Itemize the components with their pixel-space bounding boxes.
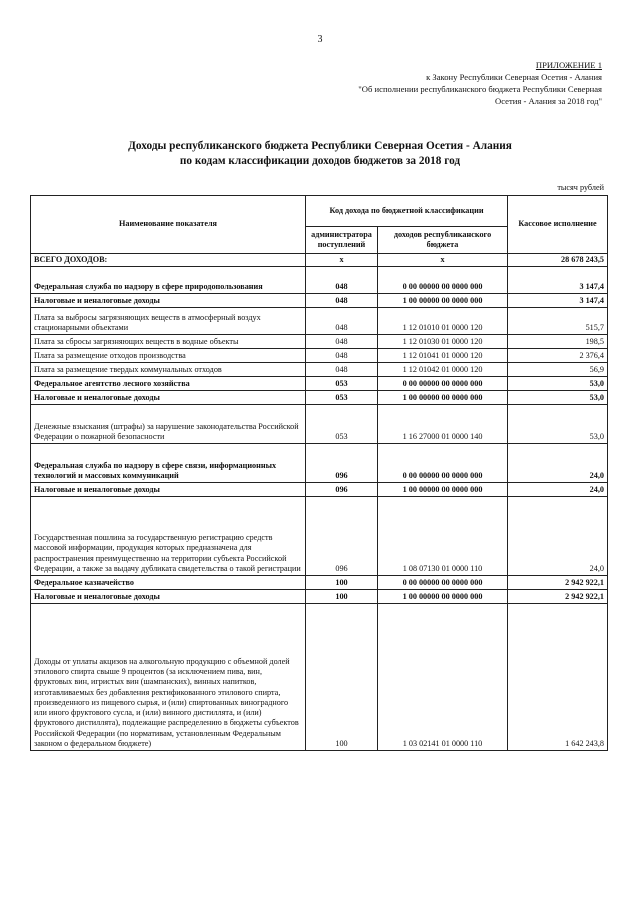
row-income-code: х — [378, 254, 508, 267]
row-income-code: 1 00 00000 00 0000 000 — [378, 391, 508, 405]
table-row — [31, 405, 608, 444]
row-income-code: 0 00 00000 00 0000 000 — [378, 444, 508, 483]
row-income-code: 1 12 01042 01 0000 120 — [378, 363, 508, 377]
row-name: Федеральное агентство лесного хозяйства — [31, 377, 306, 391]
row-income-code: 0 00 00000 00 0000 000 — [378, 267, 508, 294]
table-row — [31, 363, 608, 377]
row-amount: 24,0 — [508, 497, 608, 576]
title-line-2: по кодам классификации доходов бюджетов за 2018 год — [179, 155, 461, 167]
row-income-code: 1 16 27000 01 0000 140 — [378, 405, 508, 444]
row-income-code: 1 12 01010 01 0000 120 — [378, 308, 508, 335]
table-row — [31, 294, 608, 308]
row-income-code: 0 00 00000 00 0000 000 — [378, 377, 508, 391]
header-code-group: Код дохода по бюджетной классификации — [306, 196, 508, 227]
row-amount: 24,0 — [508, 444, 608, 483]
row-name: Плата за сбросы загрязняющих веществ в водные объекты — [31, 335, 306, 349]
row-name: Налоговые и неналоговые доходы — [31, 590, 306, 604]
row-income-code: 0 00 00000 00 0000 000 — [378, 576, 508, 590]
units-label: тысяч рублей — [557, 183, 604, 192]
table-row — [31, 590, 608, 604]
row-admin-code: 048 — [306, 267, 378, 294]
row-amount: 2 376,4 — [508, 349, 608, 363]
row-amount: 2 942 922,1 — [508, 576, 608, 590]
table-row — [31, 349, 608, 363]
row-admin-code: 100 — [306, 590, 378, 604]
row-admin-code: 048 — [306, 294, 378, 308]
row-amount: 1 642 243,8 — [508, 604, 608, 751]
table-row — [31, 308, 608, 335]
row-amount: 28 678 243,5 — [508, 254, 608, 267]
table-row — [31, 377, 608, 391]
row-income-code: 1 12 01030 01 0000 120 — [378, 335, 508, 349]
table-row — [31, 335, 608, 349]
row-name: Государственная пошлина за государственную регистрацию средств массовой информации, продукция которых предназначена для распространения преимущественно на территории субъекта Российской Федерации, а также за выдачу дубликата свидетельства о такой регистрации — [31, 497, 306, 576]
row-amount: 198,5 — [508, 335, 608, 349]
header-administrator: администратора поступлений — [306, 227, 378, 254]
row-admin-code: 100 — [306, 604, 378, 751]
row-income-code: 1 08 07130 01 0000 110 — [378, 497, 508, 576]
appendix-title: ПРИЛОЖЕНИЕ 1 — [535, 60, 602, 70]
title-line-1: Доходы республиканского бюджета Республики Северная Осетия - Алания — [128, 140, 512, 152]
row-name: Плата за выбросы загрязняющих веществ в атмосферный воздух стационарными объектами — [31, 308, 306, 335]
row-name: Плата за размещение твердых коммунальных отходов — [31, 363, 306, 377]
row-amount: 515,7 — [508, 308, 608, 335]
row-name: Налоговые и неналоговые доходы — [31, 294, 306, 308]
table-row — [31, 444, 608, 483]
row-name: ВСЕГО ДОХОДОВ: — [31, 254, 306, 267]
row-income-code: 1 12 01041 01 0000 120 — [378, 349, 508, 363]
row-income-code: 1 00 00000 00 0000 000 — [378, 483, 508, 497]
header-indicator-name: Наименование показателя — [31, 196, 306, 254]
row-income-code: 1 00 00000 00 0000 000 — [378, 590, 508, 604]
row-name: Доходы от уплаты акцизов на алкогольную продукцию с объемной долей этилового спирта свыше 9 процентов (за исключением пива, вин, фруктовых вин, игристых вин (шампанских), винных напитков, изготавливаемых без добавления ректификованного этилового спирта, произведенного из пищевого сырья, и (или) спиртованных виноградного или иного фруктового сусла, и (или) винного дистиллята, и (или) фруктового дистиллята), подлежащие распределению в бюджеты субъектов Российской Федерации (по нормативам, установленным Федеральным законом о федеральном бюджете) — [31, 604, 306, 751]
appendix-header — [302, 59, 602, 107]
table-row — [31, 497, 608, 576]
row-admin-code: 096 — [306, 483, 378, 497]
row-amount: 3 147,4 — [508, 294, 608, 308]
row-name: Налоговые и неналоговые доходы — [31, 391, 306, 405]
row-income-code: 1 03 02141 01 0000 110 — [378, 604, 508, 751]
row-admin-code: 048 — [306, 363, 378, 377]
appendix-line-1: к Закону Республики Северная Осетия - Алания — [426, 72, 602, 82]
row-amount: 2 942 922,1 — [508, 590, 608, 604]
row-admin-code: 096 — [306, 444, 378, 483]
row-admin-code: 053 — [306, 377, 378, 391]
row-name: Федеральная служба по надзору в сфере природопользования — [31, 267, 306, 294]
row-admin-code: х — [306, 254, 378, 267]
row-amount: 24,0 — [508, 483, 608, 497]
row-amount: 53,0 — [508, 377, 608, 391]
row-admin-code: 100 — [306, 576, 378, 590]
row-amount: 53,0 — [508, 391, 608, 405]
row-admin-code: 096 — [306, 497, 378, 576]
table-row — [31, 483, 608, 497]
appendix-line-2: "Об исполнении республиканского бюджета Республики Северная — [358, 84, 602, 94]
row-amount: 56,9 — [508, 363, 608, 377]
page-number: 3 — [317, 34, 323, 45]
row-admin-code: 048 — [306, 349, 378, 363]
header-income-code: доходов республиканского бюджета — [378, 227, 508, 254]
table-row — [31, 391, 608, 405]
row-admin-code: 053 — [306, 391, 378, 405]
row-income-code: 1 00 00000 00 0000 000 — [378, 294, 508, 308]
table-row — [31, 267, 608, 294]
table-row — [31, 604, 608, 751]
row-name: Денежные взыскания (штрафы) за нарушение законодательства Российской Федерации о пожарной безопасности — [31, 405, 306, 444]
row-name: Федеральное казначейство — [31, 576, 306, 590]
row-amount: 53,0 — [508, 405, 608, 444]
row-amount: 3 147,4 — [508, 267, 608, 294]
row-name: Федеральная служба по надзору в сфере связи, информационных технологий и массовых коммуникаций — [31, 444, 306, 483]
row-admin-code: 053 — [306, 405, 378, 444]
header-cash-execution: Кассовое исполнение — [508, 196, 608, 254]
table-row — [31, 576, 608, 590]
row-name: Плата за размещение отходов производства — [31, 349, 306, 363]
table-row — [31, 254, 608, 267]
row-admin-code: 048 — [306, 335, 378, 349]
document-title — [40, 139, 600, 169]
table-body — [31, 254, 608, 751]
appendix-line-3: Осетия - Алания за 2018 год" — [495, 96, 602, 106]
row-admin-code: 048 — [306, 308, 378, 335]
row-name: Налоговые и неналоговые доходы — [31, 483, 306, 497]
income-table — [30, 195, 608, 751]
